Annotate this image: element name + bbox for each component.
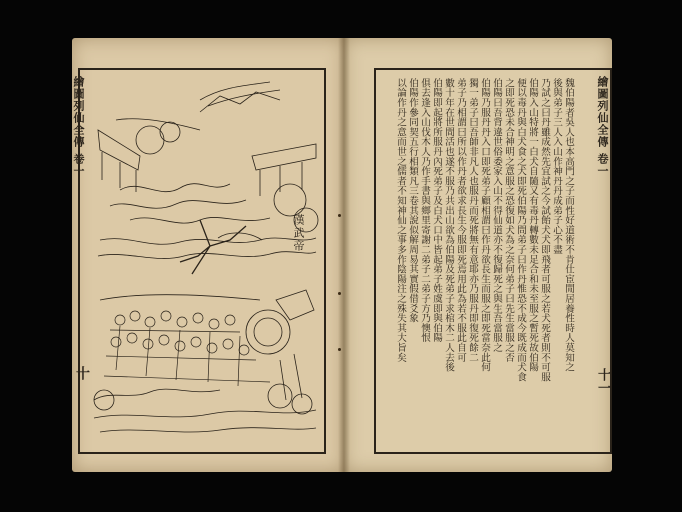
text-column: 魏伯陽者吳人也本高門之子而性好道術不肯仕宦閒居養性時人莫知之: [563, 78, 574, 372]
running-title-right: 繪圖列仙全傳 卷一: [596, 76, 609, 177]
text-column: 乃試之曰丹雖成然先宜試之今試飴犬犬即飛者可服之若犬死者則不可服: [539, 78, 550, 382]
text-column: 伯陽作參同契五行相類凡三卷其說似解周易其實假借爻象: [407, 78, 418, 323]
text-column: 伯陽乃服丹丹入口即死弟子顧相謂曰作丹欲長生而服之即死當奈此何: [479, 78, 490, 372]
text-column: 之即死恐未合神明之意服之恐復如犬為之奈何弟子曰先生當服之否: [503, 78, 514, 363]
woodblock-illustration: [80, 70, 320, 448]
text-column: 弟子乃相謂曰所以作丹者欲求長生今服即死焉用此為若不服此自可: [455, 78, 466, 363]
page-number-right: 十一: [595, 368, 610, 394]
text-column: 伯陽入山特將一白犬自隨又有毒丹轉數未足合和未至服之暫死故伯陽: [527, 78, 538, 372]
text-column: 伯陽曰吾背違世俗委家入山不得仙道亦不復歸死之與生吾當服之: [491, 78, 502, 353]
binding-hole: [338, 348, 341, 351]
text-column: 俱去逢入山伐木人乃作手書與鄉里寄謝二弟子二弟子方乃懊恨: [419, 78, 430, 343]
page-number-left: 十: [74, 366, 90, 380]
book-spine: [338, 38, 350, 472]
binding-hole: [338, 214, 341, 217]
text-column: 後與弟子三人入山作神丹丹成弟子心不盡: [551, 78, 562, 255]
running-title-left: 繪圖列仙全傳 卷一: [72, 76, 85, 177]
right-page: [344, 38, 612, 472]
text-column: 獨一弟子曰吾師非凡人也服丹而死將無有意耶亦乃服丹即復死餘二: [467, 78, 478, 363]
text-block: [395, 78, 574, 440]
left-page: [72, 38, 344, 472]
text-column: 便以毒丹與白犬食之犬即死伯陽乃問弟子曰作丹惟恐不成今既成而犬食: [515, 78, 526, 382]
illustration-caption: 漢武帝: [292, 214, 305, 253]
text-column: 數十年在世間活也遂不服乃共出山欲為伯陽及死弟子求棺木二人去後: [443, 78, 454, 372]
text-column: 伯陽即起將所服丹內死弟子及白犬口中皆起弟子姓虞即與伯陽: [431, 78, 442, 343]
binding-hole: [338, 292, 341, 295]
open-book: [72, 38, 612, 472]
text-column: 以論作丹之意而世之儒者不知神仙之事多作陰陽注之殊失其大旨矣: [395, 78, 406, 363]
